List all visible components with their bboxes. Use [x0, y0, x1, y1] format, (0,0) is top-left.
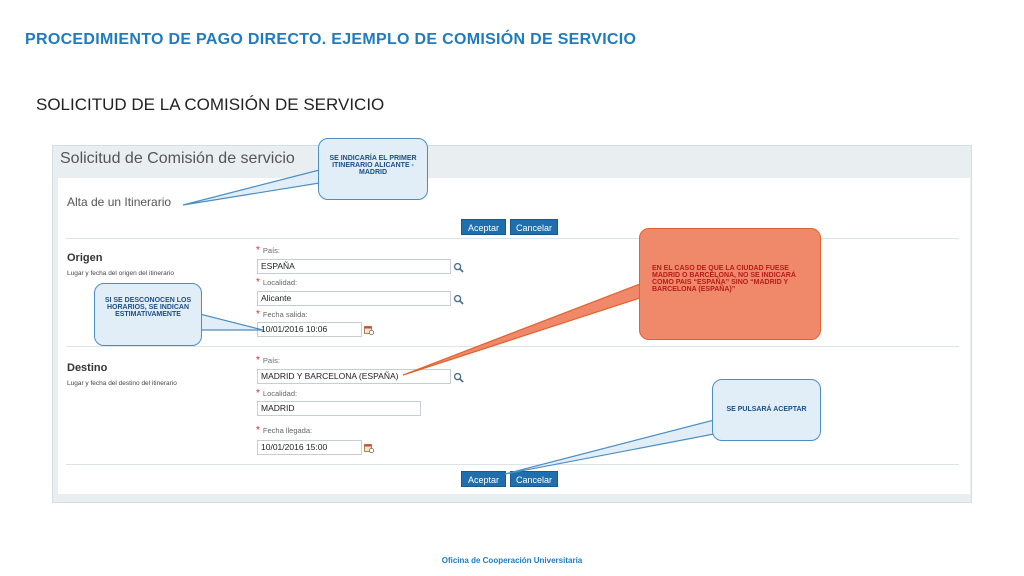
callout-press-accept: SE PULSARÁ ACEPTAR: [712, 379, 821, 441]
destination-date-label: * Fecha llegada:: [256, 425, 313, 436]
origin-heading: Origen: [67, 252, 103, 264]
accept-button-top[interactable]: Aceptar: [461, 219, 506, 235]
pointer-first-itinerary: [183, 166, 338, 205]
slide-subtitle: SOLICITUD DE LA COMISIÓN DE SERVICIO: [36, 95, 385, 114]
destination-country-input[interactable]: MADRID Y BARCELONA (ESPAÑA): [257, 369, 451, 384]
destination-date-input[interactable]: 10/01/2016 15:00: [257, 440, 362, 455]
pointer-unknown-times: [200, 314, 263, 330]
cancel-button-top[interactable]: Cancelar: [510, 219, 558, 235]
origin-city-label: * Localidad:: [256, 277, 298, 288]
pointer-madrid-barcelona: [403, 284, 640, 375]
panel-title: Solicitud de Comisión de servicio: [60, 150, 295, 167]
accept-button-bottom[interactable]: Aceptar: [461, 471, 506, 487]
origin-date-label: * Fecha salida:: [256, 309, 308, 320]
callout-first-itinerary: SE INDICARÍA EL PRIMER ITINERARIO ALICANTE - MADRID: [318, 138, 428, 200]
origin-date-input[interactable]: 10/01/2016 10:06: [257, 322, 362, 337]
section-title: Alta de un Itinerario: [67, 195, 172, 209]
origin-city-input[interactable]: Alicante: [257, 291, 451, 306]
callout-madrid-barcelona: EN EL CASO DE QUE LA CIUDAD FUESE MADRID O BARCELONA, NO SE INDICARÁ COMO PAIS “ESPAÑA” SINO “MADRID Y BARCELONA (ESPAÑA)”: [639, 228, 821, 340]
destination-country-label: * País:: [256, 355, 280, 366]
destination-description: Lugar y fecha del destino del itinerario: [67, 380, 177, 387]
slide-title: PROCEDIMIENTO DE PAGO DIRECTO. EJEMPLO DE COMISIÓN DE SERVICIO: [25, 31, 637, 48]
destination-city-label: * Localidad:: [256, 388, 298, 399]
origin-country-label: * País:: [256, 245, 280, 256]
origin-country-input[interactable]: ESPAÑA: [257, 259, 451, 274]
destination-city-input[interactable]: MADRID: [257, 401, 421, 416]
footer: Oficina de Cooperación Universitaria: [441, 556, 583, 565]
destination-heading: Destino: [67, 362, 108, 374]
pointer-press-accept: [505, 420, 714, 474]
cancel-button-bottom[interactable]: Cancelar: [510, 471, 558, 487]
origin-description: Lugar y fecha del origen del itinerario: [67, 270, 174, 277]
callout-unknown-times: SI SE DESCONOCEN LOS HORARIOS, SE INDICAN ESTIMATIVAMENTE: [94, 283, 202, 346]
